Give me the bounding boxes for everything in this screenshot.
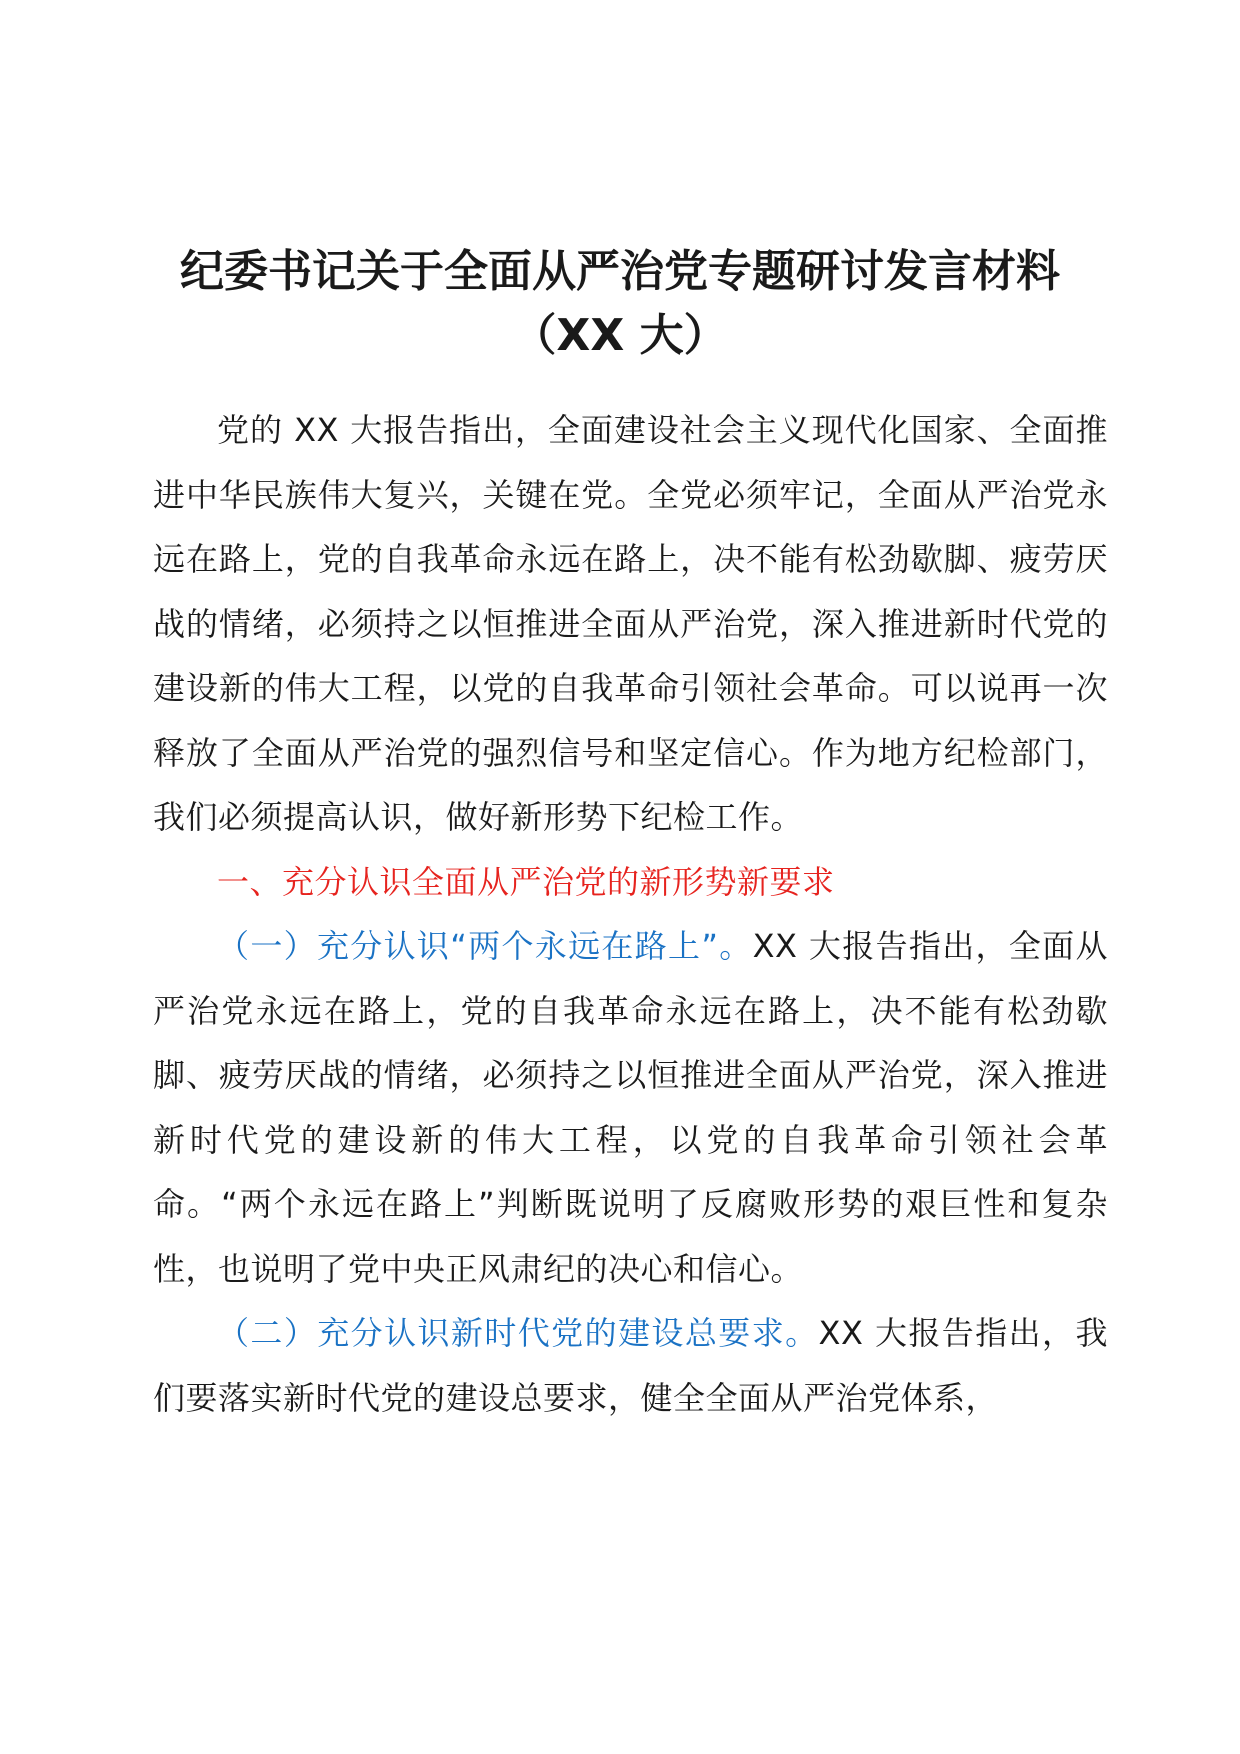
sub1-body: XX 大报告指出，全面从严治党永远在路上，党的自我革命永远在路上，决不能有松劲歇脚、疲劳厌战的情绪，必须持之以恒推进全面从严治党，深入推进新时代党的建设新的伟大工程，以党的自我革命引领社会革命。“两个永远在路上”判断既说明了反腐败形势的艰巨性和复杂性，也说明了党中央正风肃纪的决心和信心。 <box>153 927 1108 1288</box>
sub2-heading: （二）充分认识新时代党的建设总要求。 <box>217 1314 819 1352</box>
sub1-paragraph <box>153 914 1108 1301</box>
document-body <box>153 398 1108 1430</box>
section1-heading: 一、充分认识全面从严治党的新形势新要求 <box>217 862 835 901</box>
document-title-line1: 纪委书记关于全面从严治党专题研讨发言材料 <box>180 246 1060 297</box>
sub2-paragraph <box>153 1301 1108 1430</box>
intro-paragraph: 党的 XX 大报告指出，全面建设社会主义现代化国家、全面推进中华民族伟大复兴，关键在党。全党必须牢记，全面从严治党永远在路上，党的自我革命永远在路上，决不能有松劲歇脚、疲劳厌战的情绪，必须持之以恒推进全面从严治党，深入推进新时代党的建设新的伟大工程，以党的自我革命引领社会革命。可以说再一次释放了全面从严治党的强烈信号和坚定信心。作为地方纪检部门，我们必须提高认识，做好新形势下纪检工作。 <box>153 411 1108 836</box>
sub2-body: XX 大报告指出，我们要落实新时代党的建设总要求，健全全面从严治党体系， <box>153 1314 1108 1417</box>
sub1-heading: （一）充分认识“两个永远在路上”。 <box>217 927 753 965</box>
document-title-line2: （XX 大） <box>512 310 728 361</box>
